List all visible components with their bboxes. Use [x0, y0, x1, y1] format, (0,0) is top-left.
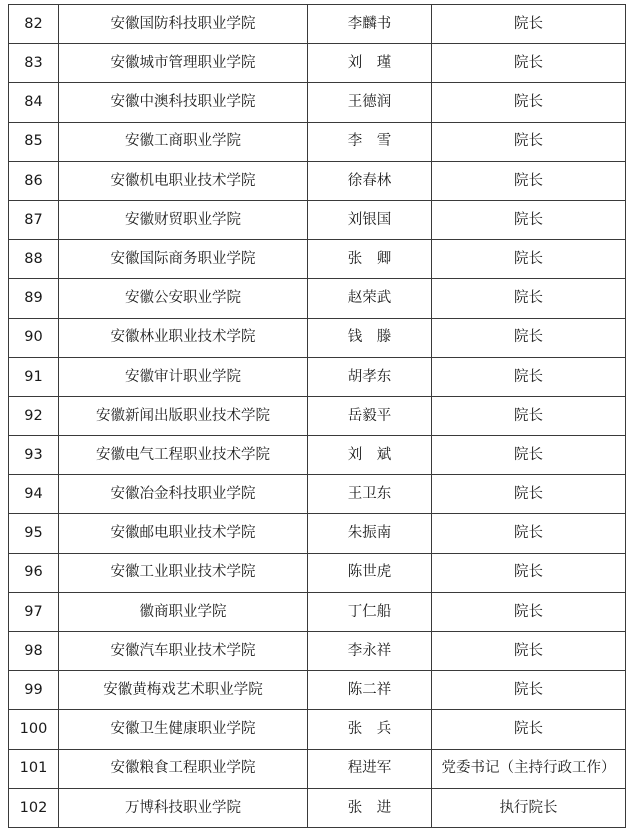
position-title: 院长 — [432, 396, 626, 435]
school-name: 安徽中澳科技职业学院 — [59, 83, 308, 122]
position-title: 院长 — [432, 514, 626, 553]
position-title: 院长 — [432, 240, 626, 279]
table-row — [9, 357, 626, 396]
table-row — [9, 240, 626, 279]
school-name: 安徽机电职业技术学院 — [59, 161, 308, 200]
table-row — [9, 396, 626, 435]
table-row — [9, 279, 626, 318]
table-body — [9, 5, 626, 828]
row-number: 83 — [9, 44, 59, 83]
school-name: 安徽冶金科技职业学院 — [59, 475, 308, 514]
person-name: 张 卿 — [308, 240, 432, 279]
position-title: 院长 — [432, 200, 626, 239]
table-row — [9, 592, 626, 631]
table-row — [9, 161, 626, 200]
table-row — [9, 553, 626, 592]
person-name: 陈二祥 — [308, 671, 432, 710]
row-number: 99 — [9, 671, 59, 710]
person-name: 张 进 — [308, 788, 432, 827]
row-number: 95 — [9, 514, 59, 553]
school-name: 安徽审计职业学院 — [59, 357, 308, 396]
school-name: 安徽粮食工程职业学院 — [59, 749, 308, 788]
table-row — [9, 475, 626, 514]
position-title: 院长 — [432, 475, 626, 514]
person-name: 刘 瑾 — [308, 44, 432, 83]
person-name: 赵荣武 — [308, 279, 432, 318]
position-title: 院长 — [432, 318, 626, 357]
row-number: 86 — [9, 161, 59, 200]
school-name: 安徽卫生健康职业学院 — [59, 710, 308, 749]
row-number: 89 — [9, 279, 59, 318]
school-name: 安徽黄梅戏艺术职业学院 — [59, 671, 308, 710]
position-title: 院长 — [432, 122, 626, 161]
school-name: 安徽新闻出版职业技术学院 — [59, 396, 308, 435]
table-row — [9, 44, 626, 83]
position-title: 院长 — [432, 632, 626, 671]
row-number: 92 — [9, 396, 59, 435]
row-number: 102 — [9, 788, 59, 827]
row-number: 82 — [9, 5, 59, 44]
row-number: 100 — [9, 710, 59, 749]
position-title: 院长 — [432, 357, 626, 396]
appointment-table — [8, 4, 626, 828]
school-name: 安徽财贸职业学院 — [59, 200, 308, 239]
person-name: 钱 滕 — [308, 318, 432, 357]
person-name: 胡孝东 — [308, 357, 432, 396]
position-title: 党委书记（主持行政工作） — [432, 749, 626, 788]
school-name: 万博科技职业学院 — [59, 788, 308, 827]
person-name: 刘银国 — [308, 200, 432, 239]
school-name: 安徽电气工程职业技术学院 — [59, 436, 308, 475]
person-name: 李麟书 — [308, 5, 432, 44]
person-name: 岳毅平 — [308, 396, 432, 435]
person-name: 刘 斌 — [308, 436, 432, 475]
row-number: 91 — [9, 357, 59, 396]
school-name: 安徽邮电职业技术学院 — [59, 514, 308, 553]
row-number: 96 — [9, 553, 59, 592]
table-row — [9, 788, 626, 827]
school-name: 徽商职业学院 — [59, 592, 308, 631]
position-title: 院长 — [432, 5, 626, 44]
person-name: 张 兵 — [308, 710, 432, 749]
position-title: 院长 — [432, 83, 626, 122]
person-name: 程进军 — [308, 749, 432, 788]
table-row — [9, 710, 626, 749]
table-row — [9, 514, 626, 553]
row-number: 101 — [9, 749, 59, 788]
position-title: 院长 — [432, 279, 626, 318]
person-name: 丁仁船 — [308, 592, 432, 631]
person-name: 李 雪 — [308, 122, 432, 161]
row-number: 93 — [9, 436, 59, 475]
row-number: 97 — [9, 592, 59, 631]
position-title: 院长 — [432, 436, 626, 475]
school-name: 安徽国际商务职业学院 — [59, 240, 308, 279]
position-title: 院长 — [432, 161, 626, 200]
table-row — [9, 83, 626, 122]
row-number: 84 — [9, 83, 59, 122]
person-name: 李永祥 — [308, 632, 432, 671]
person-name: 朱振南 — [308, 514, 432, 553]
row-number: 90 — [9, 318, 59, 357]
school-name: 安徽汽车职业技术学院 — [59, 632, 308, 671]
row-number: 98 — [9, 632, 59, 671]
table-row — [9, 671, 626, 710]
table-row — [9, 122, 626, 161]
person-name: 陈世虎 — [308, 553, 432, 592]
school-name: 安徽公安职业学院 — [59, 279, 308, 318]
table-row — [9, 318, 626, 357]
position-title: 院长 — [432, 44, 626, 83]
position-title: 执行院长 — [432, 788, 626, 827]
position-title: 院长 — [432, 671, 626, 710]
school-name: 安徽林业职业技术学院 — [59, 318, 308, 357]
table-row — [9, 632, 626, 671]
row-number: 94 — [9, 475, 59, 514]
position-title: 院长 — [432, 592, 626, 631]
row-number: 87 — [9, 200, 59, 239]
person-name: 王卫东 — [308, 475, 432, 514]
row-number: 85 — [9, 122, 59, 161]
school-name: 安徽工业职业技术学院 — [59, 553, 308, 592]
school-name: 安徽工商职业学院 — [59, 122, 308, 161]
table-row — [9, 749, 626, 788]
row-number: 88 — [9, 240, 59, 279]
position-title: 院长 — [432, 710, 626, 749]
person-name: 王德润 — [308, 83, 432, 122]
table-row — [9, 5, 626, 44]
person-name: 徐春林 — [308, 161, 432, 200]
table-row — [9, 436, 626, 475]
school-name: 安徽城市管理职业学院 — [59, 44, 308, 83]
table-row — [9, 200, 626, 239]
position-title: 院长 — [432, 553, 626, 592]
school-name: 安徽国防科技职业学院 — [59, 5, 308, 44]
